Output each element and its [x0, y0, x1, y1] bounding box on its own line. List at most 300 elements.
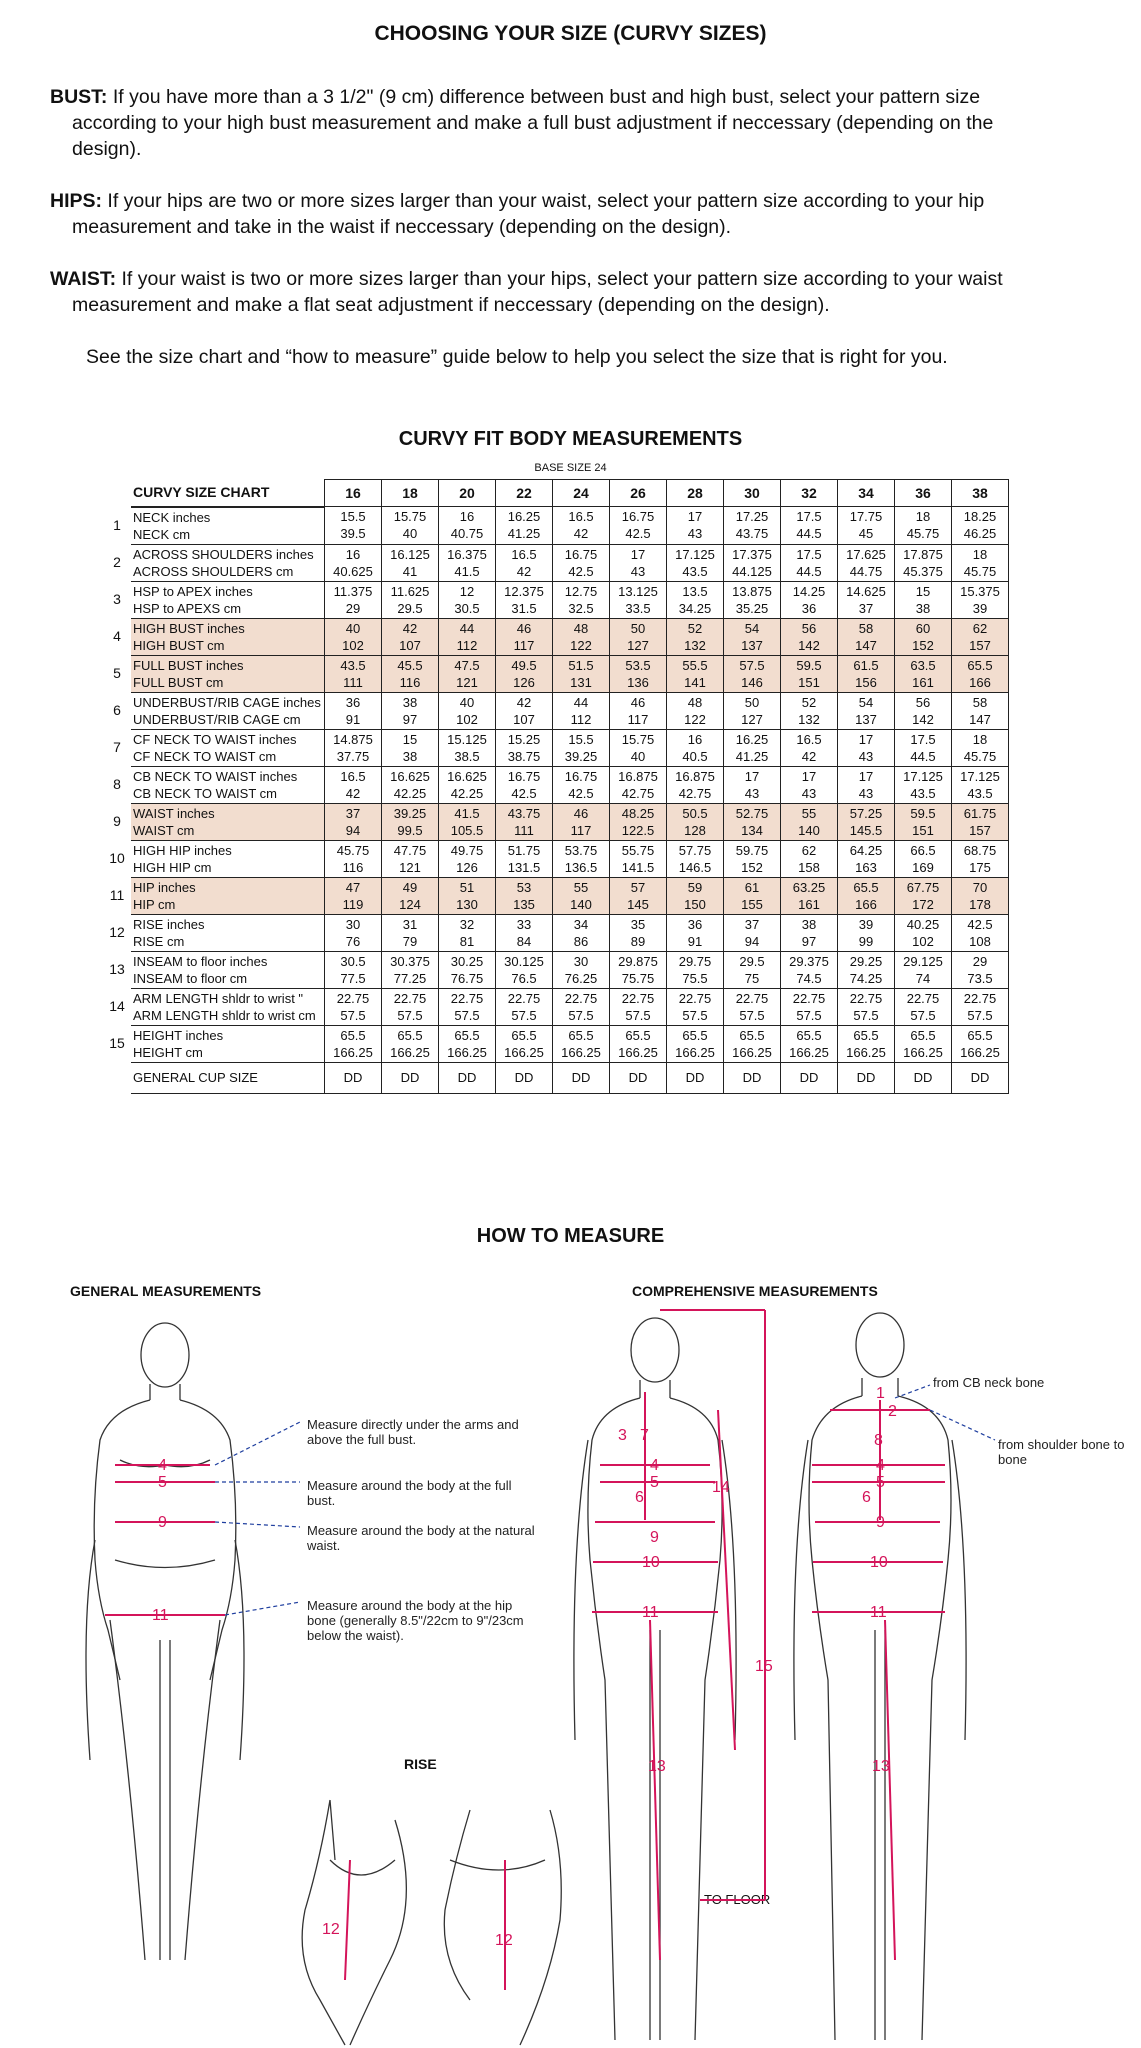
table-cell: [382, 618, 439, 655]
table-cell: [439, 914, 496, 951]
cell-value-inches: 42: [516, 694, 532, 710]
table-cell: [553, 766, 610, 803]
table-cell: [382, 729, 439, 766]
cell-value-cm: 46.25: [963, 526, 997, 542]
row-label: [131, 618, 325, 655]
cell-value-inches: 34: [573, 916, 589, 932]
cell-value-cm: 86: [573, 933, 589, 949]
cell-value-cm: 44.125: [732, 563, 772, 579]
cell-value-cm: 38: [402, 748, 418, 764]
cell-value-inches: 15.5: [568, 731, 594, 747]
table-cell: [382, 988, 439, 1025]
cell-value-cm: 94: [744, 933, 760, 949]
row-label-cm: HIGH BUST cm: [133, 637, 225, 653]
cell-value-inches: 61: [744, 879, 760, 895]
table-cell: [610, 544, 667, 581]
cell-value-inches: 17: [687, 509, 703, 525]
row-label: [131, 840, 325, 877]
cell-value-inches: 36: [687, 916, 703, 932]
table-cell: [439, 507, 496, 545]
cell-value-cm: 136: [627, 674, 649, 690]
table-cell: [838, 988, 895, 1025]
cell-value-inches: 30.25: [450, 953, 484, 969]
cell-value-cm: 57.5: [568, 1007, 594, 1023]
row-label: [131, 692, 325, 729]
table-cell: [610, 914, 667, 951]
cell-value-cm: 76: [345, 933, 361, 949]
table-cell: [667, 544, 724, 581]
cell-value-cm: 36: [801, 600, 817, 616]
table-cell: [496, 581, 553, 618]
table-cell: [895, 507, 952, 545]
cell-value-inches: 35: [630, 916, 646, 932]
cell-value-cm: 42.25: [450, 785, 484, 801]
cell-value-cm: 32.5: [568, 600, 594, 616]
table-cell: [382, 544, 439, 581]
table-cell: [838, 1025, 895, 1062]
cell-value-inches: 65.5: [625, 1027, 651, 1043]
header-label: CURVY SIZE CHART: [131, 480, 325, 507]
cell-value-cm: 43: [744, 785, 760, 801]
table-cell: [439, 840, 496, 877]
cell-value-cm: 166.25: [732, 1044, 772, 1060]
table-cell: [781, 655, 838, 692]
cell-value-inches: 50.5: [682, 805, 708, 821]
cell-value-cm: 102: [912, 933, 934, 949]
cell-value-inches: 65.5: [910, 1027, 936, 1043]
table-cell: [781, 618, 838, 655]
cell-value-cm: 155: [741, 896, 763, 912]
cell-value-cm: 132: [684, 637, 706, 653]
table-cell: [838, 692, 895, 729]
cell-value-inches: 65.5: [340, 1027, 366, 1043]
cell-value-cm: 39: [972, 600, 988, 616]
cell-value-inches: 47.5: [454, 657, 480, 673]
cell-value-inches: 16.75: [621, 509, 655, 525]
cell-value-cm: 30.5: [454, 600, 480, 616]
cell-value-inches: 66.5: [910, 842, 936, 858]
cell-value-cm: 105.5: [450, 822, 484, 838]
cell-value-cm: 116: [399, 674, 421, 690]
cell-value-inches: 47: [345, 879, 361, 895]
row-label-cm: CF NECK TO WAIST cm: [133, 748, 277, 764]
cell-value-cm: 42: [573, 526, 589, 542]
cell-value-cm: 42: [345, 785, 361, 801]
cell-value-cm: 151: [912, 822, 934, 838]
cell-value-cm: 142: [798, 637, 820, 653]
cell-value-inches: 17: [630, 546, 646, 562]
row-label-cm: RISE cm: [133, 933, 185, 949]
measurement-lines: [105, 1310, 945, 1990]
cell-value-inches: 57.25: [849, 805, 883, 821]
table-cell: [553, 914, 610, 951]
cell-value-inches: 39.25: [393, 805, 427, 821]
cell-value-cm: 91: [687, 933, 703, 949]
table-cell: [496, 877, 553, 914]
table-cell: [952, 877, 1009, 914]
cell-value-inches: 15: [915, 583, 931, 599]
table-cell: [325, 618, 382, 655]
cell-value-cm: 128: [684, 822, 706, 838]
table-cell: [496, 507, 553, 545]
cell-value-cm: 137: [741, 637, 763, 653]
table-cell: [724, 766, 781, 803]
cell-value-inches: 16.375: [447, 546, 487, 562]
cell-value-cm: 42.75: [678, 785, 712, 801]
table-cell: [724, 618, 781, 655]
num-4-general: 4: [158, 1457, 167, 1474]
table-cell: [895, 803, 952, 840]
row-label-cm: WAIST cm: [133, 822, 195, 838]
note-shoulder-bone: from shoulder bone to bone: [998, 1437, 1125, 1467]
cell-value-inches: 49.5: [511, 657, 537, 673]
cell-value-cm: 122: [570, 637, 592, 653]
row-label-inches: ACROSS SHOULDERS inches: [133, 546, 314, 562]
cell-value-inches: 29.25: [849, 953, 883, 969]
cell-value-inches: 36: [345, 694, 361, 710]
general-figure: [86, 1323, 244, 1960]
cell-value-cm: 35.25: [735, 600, 769, 616]
cell-value-cm: 122.5: [621, 822, 655, 838]
table-cell: [325, 877, 382, 914]
cell-value-cm: 34.25: [678, 600, 712, 616]
cell-value-cm: 119: [342, 896, 364, 912]
cell-value-cm: 75.5: [682, 970, 708, 986]
table-cell: [667, 803, 724, 840]
cell-value-inches: 65.5: [568, 1027, 594, 1043]
row-label-inches: ARM LENGTH shldr to wrist ": [133, 990, 304, 1006]
row-number: 13: [109, 961, 125, 977]
table-cell: [325, 840, 382, 877]
cell-value-cm: 146.5: [678, 859, 712, 875]
table-cell: [952, 988, 1009, 1025]
cell-value-cm: 42.5: [511, 785, 537, 801]
cell-value-inches: 46: [573, 805, 589, 821]
cell-value-cm: 40.75: [450, 526, 484, 542]
row-label: [131, 803, 325, 840]
cell-value-inches: 57: [630, 879, 646, 895]
cell-value-cm: 166.25: [846, 1044, 886, 1060]
cell-value-cm: 29.5: [397, 600, 423, 616]
cell-value-inches: 65.5: [511, 1027, 537, 1043]
table-cell: [781, 507, 838, 545]
cell-value-inches: 52: [801, 694, 817, 710]
table-cell: [496, 655, 553, 692]
table-cell: [439, 581, 496, 618]
cell-value-inches: 63.5: [910, 657, 936, 673]
measurement-numbers: [152, 1385, 897, 1949]
cell-value-cm: 152: [912, 637, 934, 653]
cell-value-cm: 57.5: [340, 1007, 366, 1023]
cell-value-inches: 54: [744, 620, 760, 636]
cell-value-inches: 17.75: [849, 509, 883, 525]
table-cell: [724, 544, 781, 581]
row-label-cm: FULL BUST cm: [133, 674, 224, 690]
cell-value-inches: 51: [459, 879, 475, 895]
cell-value-cm: 77.25: [393, 970, 427, 986]
cell-value-cm: 108: [969, 933, 991, 949]
cell-value-cm: 44.5: [910, 748, 936, 764]
row-label-inches: CF NECK TO WAIST inches: [133, 731, 297, 747]
cell-value-cm: 41.5: [454, 563, 480, 579]
cell-value-inches: 22.75: [792, 990, 826, 1006]
cell-value-cm: 157: [969, 822, 991, 838]
cell-value-cm: 126: [456, 859, 478, 875]
cell-value-cm: 111: [514, 822, 534, 838]
cell-value-cm: 161: [798, 896, 820, 912]
cell-value-inches: 16.875: [675, 768, 715, 784]
table-cell: [895, 544, 952, 581]
num-11-general: 11: [152, 1607, 169, 1624]
hips-text-2: measurement and take in the waist if neccessary (depending on the design).: [72, 216, 732, 238]
num-3-front: 3: [618, 1427, 627, 1444]
table-cell: [439, 803, 496, 840]
cell-value-inches: 65.5: [967, 1027, 993, 1043]
cell-value-inches: 17.25: [735, 509, 769, 525]
cell-value-inches: 16.625: [390, 768, 430, 784]
cell-value-inches: 65.5: [967, 657, 993, 673]
cell-value-inches: 18: [972, 546, 988, 562]
cell-value-cm: 175: [969, 859, 991, 875]
table-cell: [496, 692, 553, 729]
table-cell: [325, 507, 382, 545]
table-cell: [610, 692, 667, 729]
cell-value-cm: 112: [456, 637, 478, 653]
table-cell: [439, 692, 496, 729]
waist-text-1: If your waist is two or more sizes larger than your hips, select your pattern size according to your waist: [116, 268, 1003, 290]
cell-value-inches: 30.375: [390, 953, 430, 969]
how-to-measure-title: HOW TO MEASURE: [476, 1225, 665, 1247]
cell-value-cm: 145: [627, 896, 649, 912]
cell-value-cm: 79: [402, 933, 418, 949]
cell-value-inches: 42: [402, 620, 418, 636]
num-4-front: 4: [650, 1457, 659, 1474]
cell-value-inches: 55.75: [621, 842, 655, 858]
cell-value-inches: 16.125: [390, 546, 430, 562]
cell-value-cm: 161: [912, 674, 934, 690]
cell-value-cm: 57.5: [853, 1007, 879, 1023]
table-cell: [781, 877, 838, 914]
cell-value-inches: 55: [801, 805, 817, 821]
cell-value-inches: 53.5: [625, 657, 651, 673]
cell-value-cm: 102: [342, 637, 364, 653]
cell-value-inches: 33: [516, 916, 532, 932]
cell-value-cm: 166.25: [447, 1044, 487, 1060]
cell-value-cm: 166.25: [903, 1044, 943, 1060]
cup-size-cell: DD: [610, 1062, 667, 1093]
row-label-inches: HEIGHT inches: [133, 1027, 224, 1043]
cell-value-inches: 29.75: [678, 953, 712, 969]
num-4-back: 4: [876, 1457, 885, 1474]
size-header: 38: [952, 480, 1009, 507]
cell-value-inches: 62: [972, 620, 988, 636]
cell-value-cm: 38.75: [507, 748, 541, 764]
cell-value-inches: 16.5: [568, 509, 594, 525]
row-label: [131, 988, 325, 1025]
table-cell: [667, 655, 724, 692]
table-cell: [439, 655, 496, 692]
table-cell: [382, 766, 439, 803]
cell-value-inches: 58: [858, 620, 874, 636]
cell-value-cm: 127: [741, 711, 763, 727]
cell-value-inches: 65.5: [853, 1027, 879, 1043]
cell-value-inches: 29.125: [903, 953, 943, 969]
cell-value-inches: 17.375: [732, 546, 772, 562]
table-cell: [325, 766, 382, 803]
cell-value-cm: 166.25: [333, 1044, 373, 1060]
cell-value-inches: 38: [402, 694, 418, 710]
cell-value-inches: 55.5: [682, 657, 708, 673]
cell-value-cm: 57.5: [397, 1007, 423, 1023]
cell-value-cm: 166.25: [390, 1044, 430, 1060]
cell-value-cm: 141: [684, 674, 706, 690]
size-header: 28: [667, 480, 724, 507]
cell-value-cm: 166: [969, 674, 991, 690]
table-cell: [895, 1025, 952, 1062]
table-cell: [952, 951, 1009, 988]
cell-value-inches: 16: [687, 731, 703, 747]
table-cell: [724, 692, 781, 729]
table-cell: [382, 803, 439, 840]
cup-size-cell: DD: [952, 1062, 1009, 1093]
cell-value-inches: 22.75: [336, 990, 370, 1006]
num-2-back: 2: [888, 1403, 897, 1420]
cell-value-inches: 16.5: [340, 768, 366, 784]
cell-value-cm: 42: [801, 748, 817, 764]
cell-value-inches: 44: [459, 620, 475, 636]
table-row: [103, 618, 1009, 655]
table-cell: [439, 988, 496, 1025]
row-label-cm: HSP to APEXS cm: [133, 600, 242, 616]
cell-value-inches: 43.5: [340, 657, 366, 673]
size-header: 16: [325, 480, 382, 507]
table-cell: [952, 840, 1009, 877]
note-natural-waist: Measure around the body at the natural waist.: [307, 1523, 535, 1553]
row-label: [131, 1025, 325, 1062]
cell-value-inches: 15.5: [340, 509, 366, 525]
row-number: 5: [113, 665, 121, 681]
table-cell: [610, 729, 667, 766]
cell-value-cm: 43: [801, 785, 817, 801]
cell-value-inches: 16.5: [511, 546, 537, 562]
cell-value-cm: 57.5: [739, 1007, 765, 1023]
row-number: 15: [109, 1035, 125, 1051]
cup-size-row: [103, 1062, 1009, 1093]
cell-value-cm: 145.5: [849, 822, 883, 838]
cell-value-cm: 150: [684, 896, 706, 912]
measurement-figures: [0, 1300, 1141, 2048]
cell-value-cm: 130: [456, 896, 478, 912]
cell-value-inches: 52.75: [735, 805, 769, 821]
cell-value-inches: 51.5: [568, 657, 594, 673]
cell-value-inches: 22.75: [450, 990, 484, 1006]
cell-value-inches: 45.75: [336, 842, 370, 858]
bust-text-2: according to your high bust measurement and make a full bust adjustment if neccessary (depending on the: [72, 112, 994, 134]
cell-value-inches: 49: [402, 879, 418, 895]
cell-value-cm: 135: [513, 896, 535, 912]
cell-value-inches: 11.625: [390, 583, 430, 599]
cell-value-cm: 42.5: [568, 563, 594, 579]
table-cell: [382, 914, 439, 951]
row-label-cm: CB NECK TO WAIST cm: [133, 785, 277, 801]
cell-value-cm: 76.75: [450, 970, 484, 986]
cell-value-inches: 17.625: [846, 546, 886, 562]
num-12-rise-left: 12: [322, 1921, 340, 1938]
cell-value-inches: 15.375: [960, 583, 1000, 599]
cell-value-inches: 17.5: [796, 546, 822, 562]
cell-value-inches: 59.75: [735, 842, 769, 858]
bust-text-3: design).: [72, 138, 142, 160]
cell-value-cm: 57.5: [910, 1007, 936, 1023]
cup-size-cell: DD: [496, 1062, 553, 1093]
table-cell: [667, 988, 724, 1025]
table-cell: [553, 877, 610, 914]
see-chart-text: See the size chart and “how to measure” guide below to help you select the size that is right for you.: [86, 346, 948, 368]
row-number: 14: [109, 998, 125, 1014]
cell-value-inches: 15.125: [447, 731, 487, 747]
table-cell: [439, 1025, 496, 1062]
row-label-cm: NECK cm: [133, 526, 191, 542]
cell-value-cm: 43: [858, 785, 874, 801]
cell-value-inches: 68.75: [963, 842, 997, 858]
cell-value-inches: 17.875: [903, 546, 943, 562]
waist-text-2: measurement and make a flat seat adjustment if neccessary (depending on the design).: [72, 294, 830, 316]
cell-value-inches: 63.25: [792, 879, 826, 895]
table-cell: [553, 544, 610, 581]
num-12-rise-right: 12: [495, 1932, 513, 1949]
row-number: 3: [113, 591, 121, 607]
table-row: [103, 840, 1009, 877]
cell-value-cm: 136.5: [564, 859, 598, 875]
table-cell: [952, 766, 1009, 803]
cell-value-cm: 37.75: [336, 748, 370, 764]
row-number: 2: [113, 554, 121, 570]
table-row: [103, 507, 1009, 545]
table-cell: [781, 914, 838, 951]
cell-value-inches: 16.25: [507, 509, 541, 525]
table-cell: [781, 988, 838, 1025]
cell-value-inches: 16.25: [735, 731, 769, 747]
table-cell: [553, 951, 610, 988]
cell-value-cm: 41.25: [735, 748, 769, 764]
table-cell: [496, 951, 553, 988]
cell-value-inches: 14.625: [846, 583, 886, 599]
table-cell: [382, 581, 439, 618]
size-header: 36: [895, 480, 952, 507]
cell-value-inches: 16: [459, 509, 475, 525]
table-cell: [325, 692, 382, 729]
cell-value-inches: 60: [915, 620, 931, 636]
cell-value-inches: 16.625: [447, 768, 487, 784]
cell-value-cm: 73.5: [967, 970, 993, 986]
cell-value-inches: 56: [915, 694, 931, 710]
cell-value-cm: 42.75: [621, 785, 655, 801]
cell-value-inches: 22.75: [906, 990, 940, 1006]
cell-value-cm: 76.25: [564, 970, 598, 986]
note-full-bust: Measure around the body at the full bust.: [307, 1478, 512, 1508]
table-cell: [724, 877, 781, 914]
row-label-inches: FULL BUST inches: [133, 657, 244, 673]
table-cell: [496, 618, 553, 655]
cell-value-inches: 22.75: [678, 990, 712, 1006]
cell-value-inches: 15.75: [621, 731, 655, 747]
table-cell: [439, 877, 496, 914]
row-label: [131, 914, 325, 951]
cell-value-inches: 38: [801, 916, 817, 932]
table-cell: [325, 988, 382, 1025]
cell-value-inches: 22.75: [393, 990, 427, 1006]
cell-value-inches: 37: [744, 916, 760, 932]
